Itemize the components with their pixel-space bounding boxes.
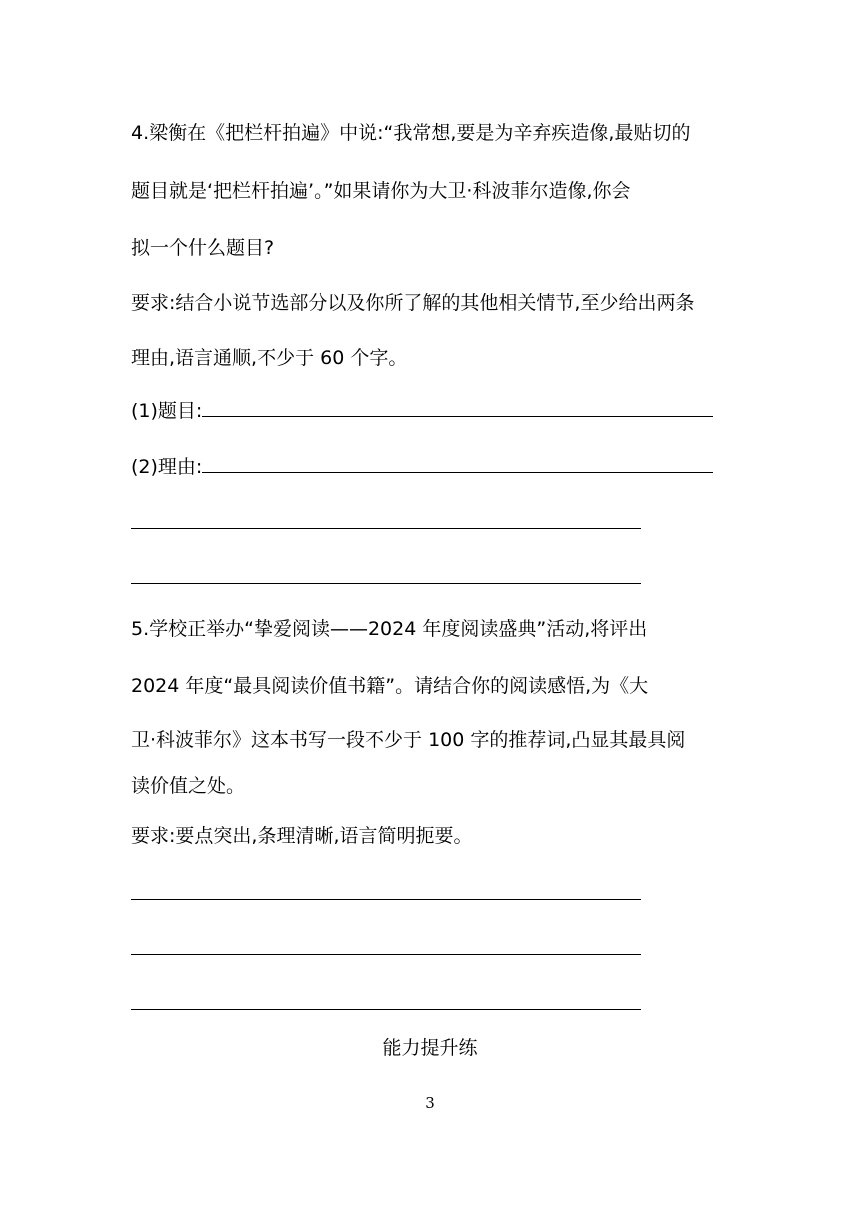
question-5-line-3: 卫·科波菲尔》这本书写一段不少于 100 字的推荐词,凸显其最具阅: [131, 729, 686, 751]
reason-answer-blank[interactable]: [202, 453, 713, 473]
reason-answer-line-2[interactable]: [131, 528, 641, 529]
question-4-requirement-line-2: 理由,语言通顺,不少于 60 个字。: [131, 347, 408, 369]
recommendation-answer-line-3[interactable]: [131, 1009, 641, 1010]
reason-answer-line-3[interactable]: [131, 583, 641, 584]
question-5-line-2: 2024 年度“最具阅读价值书籍”。请结合你的阅读感悟,为《大: [131, 675, 649, 697]
section-heading: 能力提升练: [382, 1037, 478, 1059]
question-4-line-3: 拟一个什么题目?: [131, 237, 275, 259]
title-answer-row: [131, 397, 713, 424]
page-number: 3: [425, 1094, 435, 1112]
reason-answer-label: (2)理由:: [131, 456, 203, 478]
question-5-line-4: 读价值之处。: [131, 775, 246, 797]
recommendation-answer-line-2[interactable]: [131, 954, 641, 955]
question-4-requirement-line-1: 要求:结合小说节选部分以及你所了解的其他相关情节,至少给出两条: [131, 292, 695, 314]
recommendation-answer-line-1[interactable]: [131, 899, 641, 900]
question-4-line-1: 4.梁衡在《把栏杆拍遍》中说:“我常想,要是为辛弃疾造像,最贴切的: [131, 122, 691, 144]
title-answer-blank[interactable]: [202, 397, 713, 417]
question-4-line-2: 题目就是‘把栏杆拍遍’。”如果请你为大卫·科波菲尔造像,你会: [131, 180, 631, 202]
question-5-requirement: 要求:要点突出,条理清晰,语言简明扼要。: [131, 825, 473, 847]
reason-answer-row: [131, 453, 713, 480]
title-answer-label: (1)题目:: [131, 400, 203, 422]
question-5-line-1: 5.学校正举办“挚爱阅读——2024 年度阅读盛典”活动,将评出: [131, 618, 648, 640]
